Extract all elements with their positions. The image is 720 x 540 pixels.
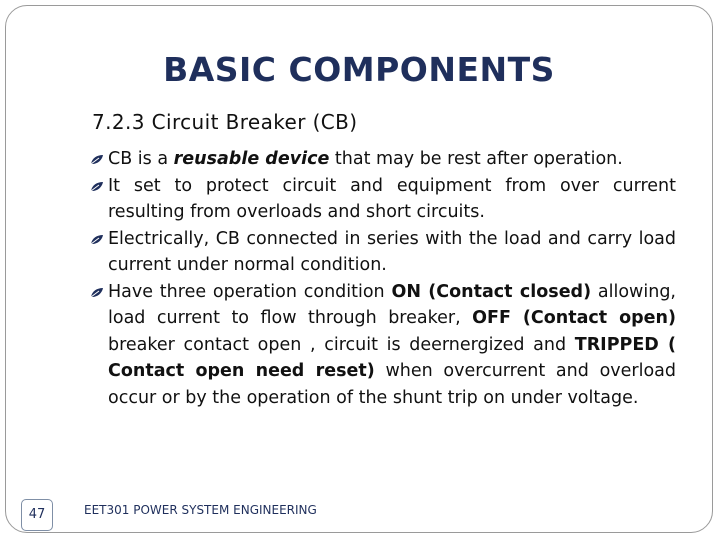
leaf-bullet-icon xyxy=(90,146,106,172)
bullet-text-segment: ON (Contact closed) xyxy=(391,281,592,302)
page-number: 47 xyxy=(21,499,53,531)
bullet-text-segment: Electrically, CB connected in series with the load and carry load current under normal condition. xyxy=(108,228,676,275)
bullet-item xyxy=(90,226,676,279)
bullet-text-segment: OFF (Contact open) xyxy=(472,308,676,328)
bullet-text-segment: Have three operation condition xyxy=(108,281,392,302)
bullet-list xyxy=(90,146,676,411)
slide-frame xyxy=(5,5,713,533)
leaf-bullet-icon xyxy=(90,279,106,305)
bullet-text-segment: breaker contact open , circuit is deernergized and xyxy=(108,334,575,355)
bullet-text-segment: TRIPPED ( Contact open need reset) xyxy=(108,334,677,381)
slide-title: BASIC COMPONENTS xyxy=(163,50,555,89)
bullet-text-segment: that may be rest after operation. xyxy=(329,149,623,169)
leaf-bullet-icon xyxy=(90,173,106,199)
leaf-bullet-icon xyxy=(90,226,106,252)
bullet-text-segment: allowing, load current to flow through breaker, xyxy=(108,281,676,328)
section-heading: 7.2.3 Circuit Breaker (CB) xyxy=(92,110,358,134)
bullet-item xyxy=(90,146,676,173)
footer-text: EET301 POWER SYSTEM ENGINEERING xyxy=(84,503,317,517)
bullet-text-segment: CB is a xyxy=(108,149,174,169)
bullet-text-segment: when overcurrent and overload occur or by the operation of the shunt trip on under voltage. xyxy=(108,361,676,408)
bullet-item xyxy=(90,173,676,226)
bullet-item xyxy=(90,279,676,412)
bullet-text-segment: It set to protect circuit and equipment from over current resulting from overloads and short circuits. xyxy=(108,175,676,222)
bullet-text-segment: reusable device xyxy=(173,149,330,169)
